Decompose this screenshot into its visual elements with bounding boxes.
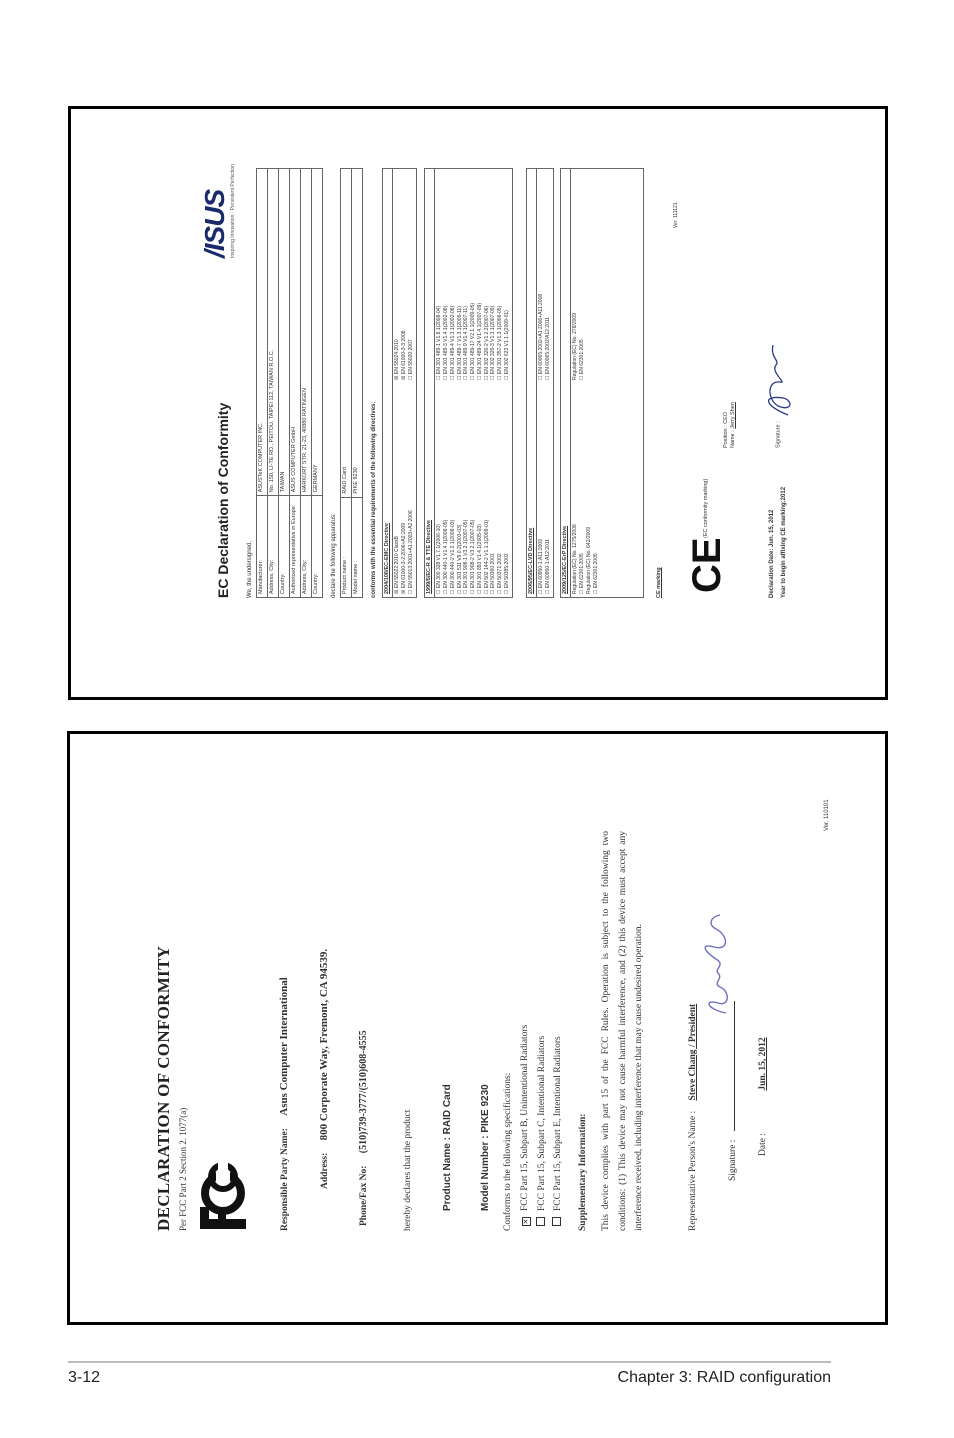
- list-item: ☐ EN 502 144-2 V1.1.1(2009-01): [483, 519, 490, 594]
- list-item: Regulation (EC) No. 642/2009: [585, 527, 592, 594]
- erp-left-column: [571, 383, 600, 597]
- responsible-party-label: Responsible Party Name:: [279, 1128, 290, 1231]
- fcc-declaration-document: [108, 785, 848, 1271]
- erp-directive-header: 2009/125/EC-ErP Directive: [561, 169, 571, 597]
- checkbox-icon: [552, 1217, 561, 1226]
- ec-company-table: [256, 168, 323, 598]
- emc-directive-box: [382, 168, 417, 598]
- list-item: ☐ EN 60065:2002/A12:2011: [545, 316, 552, 380]
- ec-declaration-document: [118, 164, 838, 638]
- ec-signature-image: [758, 340, 798, 420]
- list-item: ☐ EN 302 326-2 V1.2.2(2007-06): [483, 305, 490, 380]
- list-item: ☐ EN 50385:2002: [503, 553, 510, 594]
- list-item: ☐ EN 60065:2002+A1:2006+A11:2008: [538, 293, 545, 380]
- rtte-directive-box: [424, 168, 513, 598]
- list-item: ☐ EN 50360:2001: [490, 553, 497, 594]
- list-item: ☒ EN 61000-3-3:2008: [401, 330, 408, 380]
- list-item: ☐ EN 301 511 V9.0.2(2003-03): [456, 524, 463, 594]
- table-row: Manufacturer: ASUSTeK COMPUTER INC.: [257, 169, 268, 598]
- fcc-model-number: Model Number : PIKE 9230: [479, 1084, 491, 1211]
- list-item: ☐ EN 301 908-2 V3.2.1(2007-05): [470, 519, 477, 594]
- ec-intro: We, the undersigned,: [247, 541, 253, 598]
- checked-checkbox-icon: ✕: [521, 1218, 530, 1225]
- list-item: [536, 1036, 547, 1226]
- ce-mark-icon: CE: [685, 537, 729, 593]
- list-item: Regulation (EC) No. 1275/2008: [572, 524, 579, 594]
- phone-label: Phone/Fax No:: [358, 1165, 369, 1226]
- ec-conforms-text: conforms with the essential requirements of the following directives:: [371, 401, 377, 598]
- list-item: ☐ EN 60950-1:A12:2011: [545, 539, 552, 594]
- fcc-date-label: Date :: [757, 1133, 768, 1156]
- list-item: ☐ EN 55013:2001+A1:2003+A2:2006: [407, 510, 414, 594]
- list-item: ☐ EN 302 326-3 V1.3.1(2007-09): [490, 305, 497, 380]
- list-item: ☐ EN 301 489-7 V1.3.1(2005-11): [456, 306, 463, 380]
- table-row: Address, City: No. 150, LI-TE RD., PEITOU, TAIPEI 112, TAIWAN R.O.C.: [268, 169, 279, 598]
- responsible-party-value: Asus Computer International: [277, 977, 290, 1116]
- list-item: ☐ EN 62301:2005: [579, 339, 586, 380]
- representative-value: Steve Chang / President: [687, 1003, 698, 1101]
- list-item: ☐ EN 302 623 V1.1.1(2009-01): [503, 310, 510, 380]
- ec-version: Ver. 111121: [673, 202, 679, 228]
- list-item: ☐ EN 300 328 V1.7.1(2006-10): [436, 524, 443, 594]
- fcc-signature-label: Signature :: [727, 1139, 738, 1181]
- list-item: ☒ EN 55024:2010: [394, 339, 401, 380]
- fcc-logo-icon: [196, 1161, 250, 1231]
- list-item: [520, 1025, 531, 1226]
- ec-signature-block: [758, 340, 798, 448]
- table-row: Product name : RAID Card: [341, 169, 352, 598]
- rtte-left-column: [435, 383, 511, 597]
- chapter-title: Chapter 3: RAID configuration: [617, 1369, 831, 1386]
- name-value: Jerry Shen: [730, 402, 737, 429]
- ec-signatory-block: [723, 402, 738, 448]
- table-row: Model name : PIKE 9230: [352, 169, 363, 598]
- page-number: 3-12: [68, 1369, 101, 1386]
- fcc-signature-row: [728, 1001, 738, 1181]
- rtte-directive-header: 1999/5/EC-R & TTE Directive: [425, 169, 435, 597]
- representative-row: [688, 1004, 698, 1231]
- asus-logo-tagline: Inspiring Innovation · Persistent Perfection: [230, 164, 236, 258]
- responsible-party-row: [278, 977, 290, 1231]
- name-label: Name :: [730, 430, 737, 448]
- ec-title: EC Declaration of Conformity: [215, 402, 231, 598]
- list-item: ☐ EN 301 489-24 V1.4.1(2007-09): [476, 302, 483, 380]
- position-label: Position :: [723, 425, 729, 448]
- representative-label: Representative Person's Name :: [687, 1110, 698, 1231]
- list-item: ☒ EN 61000-3-2:2006+A2:2009: [401, 522, 408, 594]
- list-item: ☒ EN 55022:2010 ClassB: [394, 536, 401, 594]
- lvd-directive-header: 2006/95/EC-LVD Directive: [527, 169, 537, 597]
- ec-apparatus-intro: declare the following apparatus:: [331, 513, 337, 598]
- lvd-right-column: [537, 169, 553, 383]
- fcc-title: DECLARATION OF CONFORMITY: [153, 945, 173, 1231]
- list-item: [552, 1036, 563, 1226]
- lvd-left-column: [537, 383, 553, 597]
- ec-declaration-frame: [68, 106, 888, 700]
- table-row: Authorized representative in Europe: ASUS COMPUTER GmbH: [290, 169, 301, 598]
- position-value: CEO: [723, 411, 729, 424]
- lvd-directive-box: [526, 168, 554, 598]
- table-row: Country: GERMANY: [312, 169, 323, 598]
- asus-logo: /ISUS: [199, 189, 230, 258]
- list-item: ☐ EN 62301:2005: [592, 553, 599, 594]
- supplementary-text: This device complies with part 15 of the FCC Rules. Operation is subject to the following two conditions: (1) This device may not cause harmful interference, and (2) this device must accept any interference received, including interference that may cause undesired operation.: [600, 831, 644, 1231]
- fcc-subtitle: Per FCC Part 2 Section 2. 1077(a): [177, 1107, 188, 1231]
- fcc-spec-text: FCC Part 15, Subpart C, Intentional Radiators: [536, 1035, 547, 1211]
- fcc-product-name: Product Name : RAID Card: [441, 1084, 453, 1211]
- table-row: Country: TAIWAN: [279, 169, 290, 598]
- list-item: ☐ EN 301 489-3 V1.4.1(2002-08): [443, 305, 450, 380]
- ec-declaration-date: Declaration Date: Jun. 15, 2012: [769, 509, 775, 598]
- list-item: ☐ EN 55020:2007: [407, 339, 414, 380]
- address-value: 800 Corporate Way, Fremont, CA 94539.: [317, 948, 330, 1141]
- list-item: ☐ EN 300 440-2 V1.2.1(2008-03): [449, 519, 456, 594]
- list-item: ☐ EN 50371:2002: [497, 553, 504, 594]
- emc-left-column: [393, 383, 415, 597]
- address-row: [318, 949, 330, 1189]
- phone-value: (510)739-3777/(510)608-4555: [357, 1030, 369, 1154]
- erp-right-column: [571, 169, 600, 383]
- declares-text: hereby declares that the product: [402, 1109, 413, 1231]
- fcc-spec-text: FCC Part 15, Subpart B, Unintentional Radiators: [519, 1024, 530, 1211]
- supplementary-label: Supplementary Information:: [577, 1113, 588, 1231]
- fcc-version: Ver. 110101: [823, 799, 830, 831]
- list-item: ☐ EN 301 489-4 V1.3.1(2002-08): [449, 305, 456, 380]
- fcc-spec-text: FCC Part 15, Subpart E, Intentional Radiators: [552, 1036, 563, 1211]
- rtte-right-column: [435, 169, 511, 383]
- ec-product-table: [340, 168, 363, 598]
- list-item: ☐ EN 301 489-17 V2.1.1(2009-05): [470, 302, 477, 380]
- fcc-conforms-text: Conforms to the following specifications:: [502, 1072, 513, 1231]
- emc-right-column: [393, 169, 415, 383]
- list-item: Regulation (EC) No. 278/2009: [572, 313, 579, 380]
- ce-conformity-note: (EC conformity marking): [703, 478, 709, 538]
- fcc-date-value: Jun. 15, 2012: [757, 1037, 768, 1091]
- checkbox-icon: [536, 1217, 545, 1226]
- address-label: Address:: [319, 1152, 330, 1189]
- list-item: ☐ EN 301 893 V1.4.1(2005-03): [476, 524, 483, 594]
- fcc-declaration-frame: [67, 731, 888, 1325]
- list-item: ☐ EN 301 489-1 V1.8.1(2008-04): [436, 305, 443, 380]
- list-item: ☐ EN 60950-1:A11:2009: [538, 539, 545, 594]
- list-item: ☐ EN 301 357-2 V1.3.1(2006-05): [497, 305, 504, 380]
- ce-marking-label: CE marking: [656, 567, 662, 598]
- table-row: Address, City: HARKORT STR. 21-23, 40880 RATINGEN: [301, 169, 312, 598]
- list-item: ☐ EN 300 440-1 V1.4.1(2008-05): [443, 519, 450, 594]
- list-item: ☐ EN 301 908-1 V3.2.1(2007-05): [463, 519, 470, 594]
- ec-year-affixing: Year to begin affixing CE marking:2012: [781, 486, 787, 598]
- list-item: ☐ EN 301 489-9 V1.4.1(2007-11): [463, 306, 470, 380]
- fcc-date-row: [758, 1037, 768, 1156]
- phone-row: [358, 1030, 369, 1226]
- list-item: ☐ EN 62301:2005: [579, 553, 586, 594]
- footer-rule: [68, 1361, 831, 1363]
- ec-signature-label: Signature :: [775, 421, 782, 448]
- erp-directive-box: [560, 168, 644, 598]
- emc-directive-header: 2004/108/EC-EMC Directive: [383, 169, 393, 597]
